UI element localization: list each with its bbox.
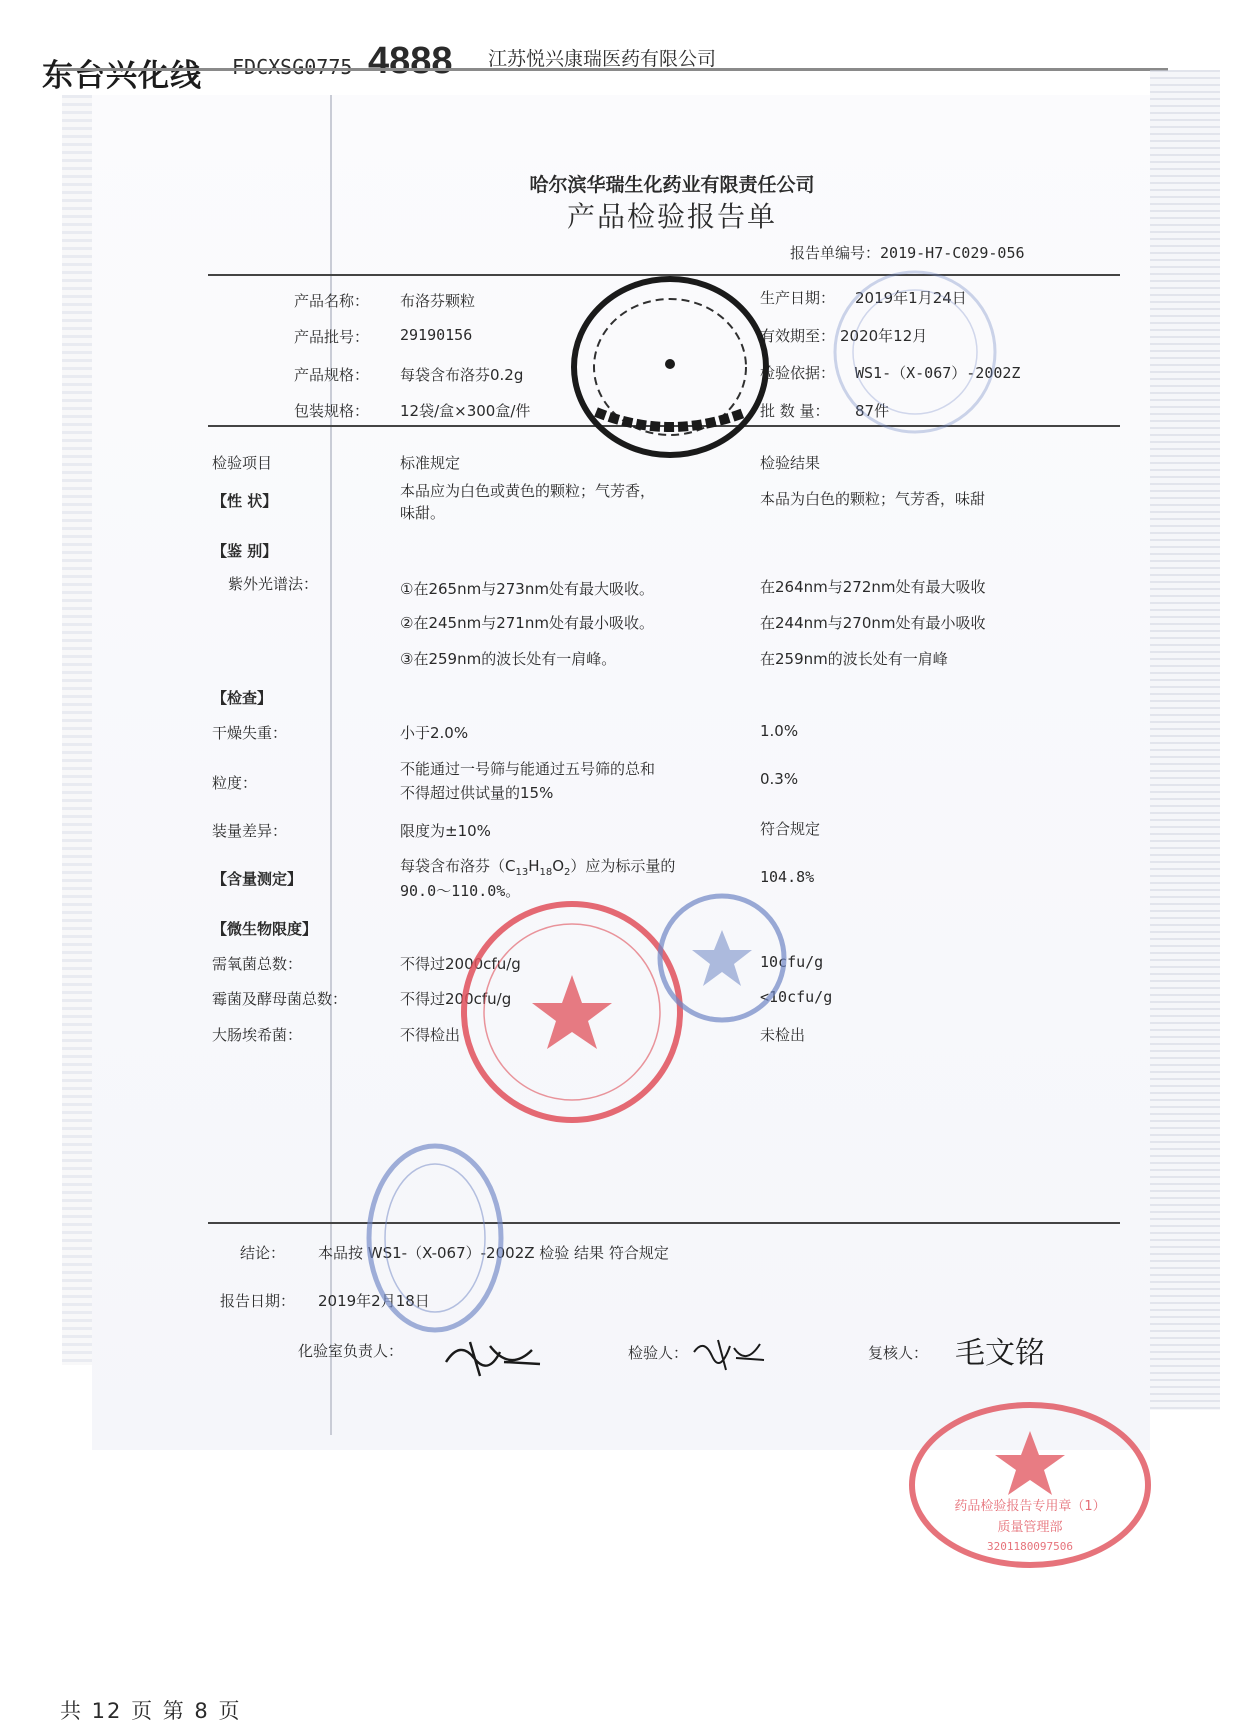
ecoli-standard: 不得检出 [400,1026,461,1044]
conclusion-text: 本品按 WS1-（X-067）-2002Z 检验 结果 符合规定 [318,1244,669,1262]
rule-bottom [208,1222,1120,1224]
expiry-date: 2020年12月 [840,327,928,345]
blue-oval-seal-icon [360,1138,510,1338]
fill-variation-label: 装量差异： [212,822,288,840]
reviewer-label: 复核人： [868,1344,929,1362]
report-number [790,242,1025,263]
fill-variation-standard: 限度为±10% [400,822,491,840]
page-indicator: 共 12 页 第 8 页 [60,1699,242,1723]
particle-size-standard-line2: 不得超过供试量的15% [400,784,554,802]
red-bottom-seal-subtitle1: 药品检验报告专用章（1） [954,1499,1106,1514]
particle-size-standard-line1: 不能通过一号筛与能通过五号筛的总和 [400,760,656,778]
ecoli-label: 大肠埃希菌： [212,1026,303,1044]
uv-method-label: 紫外光谱法： [228,575,319,593]
blue-seal-icon [825,262,1005,442]
assay-formula-o: O [552,857,565,875]
product-name: 布洛芬颗粒 [400,292,476,310]
route-label: 东台兴化线 [42,58,202,94]
scan-edge-right [1150,70,1220,1410]
col-result-header: 检验结果 [760,454,821,472]
aerobic-count-standard: 不得过2000cfu/g [400,955,521,973]
batch-quantity: 87件 [855,402,890,420]
ecoli-result: 未检出 [760,1026,806,1044]
product-name-label: 产品名称： [294,292,370,310]
assay-result: 104.8% [760,868,815,886]
identification-section-label: 【鉴 别】 [212,542,278,560]
lab-head-label: 化验室负责人： [298,1342,404,1360]
assay-formula-h: H [528,857,540,875]
loss-on-drying-label: 干燥失重： [212,724,288,742]
test-basis: WS1-（X-067）-2002Z [855,364,1021,382]
yeast-mold-result: <10cfu/g [760,988,833,1006]
pack-label: 包装规格： [294,402,370,420]
inspection-section-label: 【检查】 [212,689,273,707]
red-bottom-seal-subtitle2: 质量管理部 [997,1520,1063,1535]
report-number-value: 2019-H7-C029-056 [880,244,1025,262]
report-title: 产品检验报告单 [566,200,777,233]
assay-standard-line2: 90.0～110.0%。 [400,882,521,900]
character-standard-line2: 味甜。 [400,504,446,522]
product-spec: 每袋含布洛芬0.2g [400,366,524,384]
pack-spec: 12袋/盒×300盒/件 [400,402,531,420]
batch-label: 产品批号： [294,328,370,346]
spec-label: 产品规格： [294,366,370,384]
aerobic-count-label: 需氧菌总数： [212,955,303,973]
manufacturer-seal-icon [560,272,780,472]
fill-variation-result: 符合规定 [760,820,821,838]
character-result: 本品为白色的颗粒；气芳香，味甜 [760,490,986,508]
assay-section-label: 【含量测定】 [212,870,303,888]
particle-size-result: 0.3% [760,770,799,788]
inspector-signature [690,1332,770,1377]
assay-sub-h: 18 [539,867,553,878]
assay-standard-line1 [400,855,675,878]
col-item-header: 检验项目 [212,454,273,472]
report-date: 2019年2月18日 [318,1292,430,1310]
microbial-section-label: 【微生物限度】 [212,920,318,938]
uv-standard-3: ③在259nm的波长处有一肩峰。 [400,650,617,668]
character-section-label: 【性 状】 [212,492,278,510]
col-standard-header: 标准规定 [400,454,461,472]
inspector-label: 检验人： [628,1344,689,1362]
assay-sub-c: 13 [515,867,529,878]
scan-edge-left [62,95,92,1365]
production-date: 2019年1月24日 [855,289,967,307]
particle-size-label: 粒度： [212,774,258,792]
loss-on-drying-standard: 小于2.0% [400,724,469,742]
yeast-mold-standard: 不得过200cfu/g [400,990,512,1008]
uv-result-2: 在244nm与270nm处有最小吸收 [760,614,986,632]
report-date-label: 报告日期： [220,1292,296,1310]
expiry-label: 有效期至： [760,327,836,345]
assay-sub-o: 2 [564,867,571,878]
assay-formula-post: ）应为标示量的 [570,857,676,875]
manufacturer-name: 哈尔滨华瑞生化药业有限责任公司 [529,174,815,196]
uv-standard-1: ①在265nm与273nm处有最大吸收。 [400,580,654,598]
basis-label: 检验依据： [760,364,836,382]
reviewer-signature: 毛文铭 [955,1336,1045,1371]
uv-result-3: 在259nm的波长处有一肩峰 [760,650,948,668]
assay-formula-pre: 每袋含布洛芬（C [400,857,516,875]
character-standard-line1: 本品应为白色或黄色的颗粒；气芳香， [400,482,656,500]
loss-on-drying-result: 1.0% [760,722,799,740]
aerobic-count-result: 10cfu/g [760,953,824,971]
batch-number: 29190156 [400,326,473,344]
blue-round-seal-icon [652,888,792,1028]
distributor-name: 江苏悦兴康瑞医药有限公司 [488,48,717,70]
quantity-label: 批 数 量： [760,402,830,420]
uv-standard-2: ②在245nm与271nm处有最小吸收。 [400,614,654,632]
red-bottom-seal-number: 3201180097506 [986,1540,1074,1553]
conclusion-label: 结论： [240,1244,286,1262]
lab-head-signature [440,1332,550,1382]
yeast-mold-label: 霉菌及酵母菌总数： [212,990,348,1008]
document-code: FDCXSG0775 [232,55,353,79]
report-number-label: 报告单编号： [790,244,881,262]
production-date-label: 生产日期： [760,289,836,307]
uv-result-1: 在264nm与272nm处有最大吸收 [760,578,986,596]
document-code-large: 4888 [368,40,453,82]
